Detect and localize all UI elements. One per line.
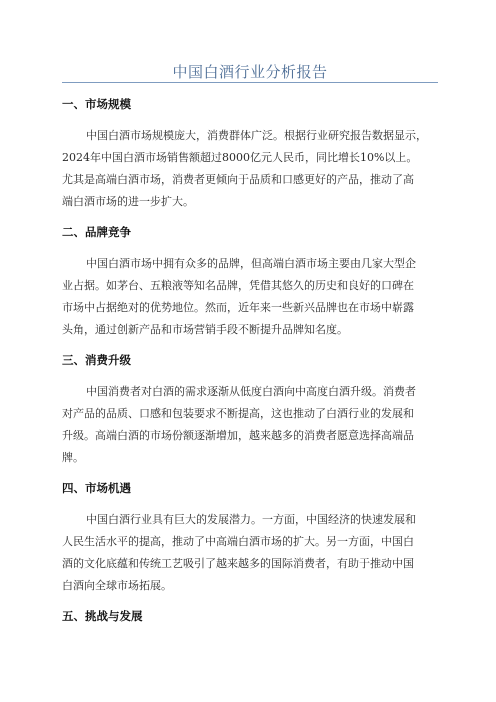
section-paragraph xyxy=(62,125,438,213)
paragraph-line: 中国白酒市场规模庞大，消费群体广泛。根据行业研究报告数据显示， xyxy=(86,129,427,142)
section-paragraph xyxy=(62,381,438,469)
title-divider xyxy=(62,82,438,83)
section-challenges-development xyxy=(62,608,438,637)
section-paragraph xyxy=(62,253,438,341)
paragraph-line: 酒的文化底蕴和传统工艺吸引了越来越多的国际消费者，有助于推动中国 xyxy=(62,557,414,570)
document-title: 中国白酒行业分析报告 xyxy=(172,63,328,81)
paragraph-line: 白酒向全球市场拓展。 xyxy=(62,579,172,592)
paragraph-line: 2024年中国白酒市场销售额超过8000亿元人民币，同比增长10%以上。 xyxy=(62,151,418,164)
section-heading: 三、消费升级 xyxy=(62,353,131,367)
paragraph-line: 对产品的品质、口感和包装要求不断提高，这也推动了白酒行业的发展和 xyxy=(62,407,414,420)
paragraph-line: 市场中占据绝对的优势地位。然而，近年来一些新兴品牌也在市场中崭露 xyxy=(62,301,414,314)
paragraph-line: 牌。 xyxy=(62,451,84,464)
paragraph-line: 业占据。如茅台、五粮液等知名品牌，凭借其悠久的历史和良好的口碑在 xyxy=(62,279,414,292)
section-heading: 二、品牌竞争 xyxy=(62,225,131,239)
paragraph-line: 端白酒市场的进一步扩大。 xyxy=(62,195,194,208)
paragraph-line: 升级。高端白酒的市场份额逐渐增加，越来越多的消费者愿意选择高端品 xyxy=(62,429,414,442)
section-market-size xyxy=(62,96,438,213)
paragraph-line: 人民生活水平的提高，推动了中高端白酒市场的扩大。另一方面，中国白 xyxy=(62,535,414,548)
section-consumption-upgrade xyxy=(62,352,438,469)
paragraph-line: 头角，通过创新产品和市场营销手段不断提升品牌知名度。 xyxy=(62,323,348,336)
section-paragraph xyxy=(62,509,438,597)
section-heading: 五、挑战与发展 xyxy=(62,609,143,623)
paragraph-line: 尤其是高端白酒市场，消费者更倾向于品质和口感更好的产品，推动了高 xyxy=(62,173,414,186)
section-heading: 四、市场机遇 xyxy=(62,481,131,495)
section-brand-competition xyxy=(62,224,438,341)
paragraph-line: 中国消费者对白酒的需求逐渐从低度白酒向中高度白酒升级。消费者 xyxy=(86,385,416,398)
paragraph-line: 中国白酒行业具有巨大的发展潜力。一方面，中国经济的快速发展和 xyxy=(86,513,416,526)
section-heading: 一、市场规模 xyxy=(62,97,131,111)
paragraph-line: 中国白酒市场中拥有众多的品牌，但高端白酒市场主要由几家大型企 xyxy=(86,257,416,270)
section-market-opportunity xyxy=(62,480,438,597)
